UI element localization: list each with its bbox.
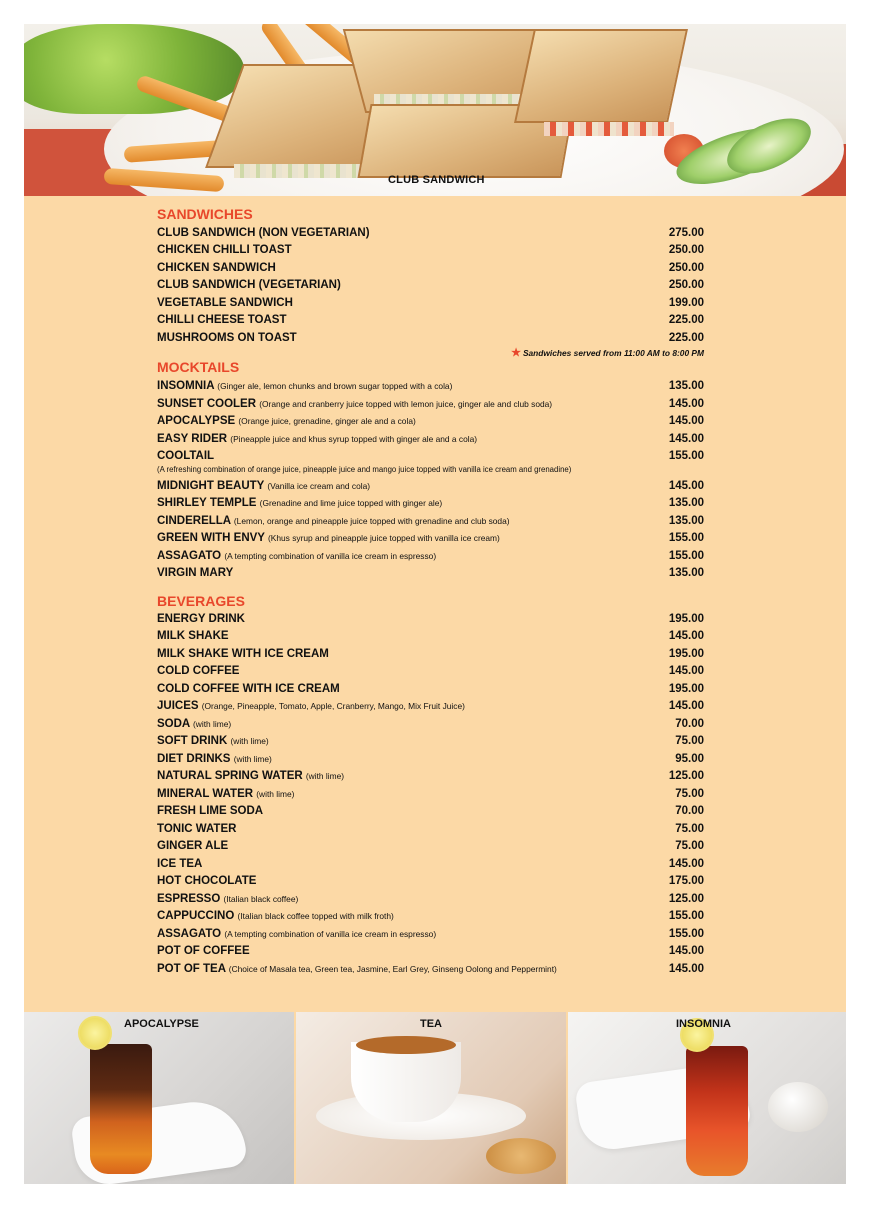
menu-item: TONIC WATER 75.00 (157, 823, 704, 835)
menu-item: CLUB SANDWICH (VEGETARIAN) 250.00 (157, 279, 704, 291)
menu-item: FRESH LIME SODA 70.00 (157, 805, 704, 817)
menu-item: SHIRLEY TEMPLE (Grenadine and lime juice topped with ginger ale) 135.00 (157, 497, 704, 509)
apocalypse-photo (24, 1012, 294, 1184)
menu-item: DIET DRINKS (with lime) 95.00 (157, 753, 704, 765)
menu-item: COLD COFFEE WITH ICE CREAM 195.00 (157, 683, 704, 695)
menu-item: CAPPUCCINO (Italian black coffee topped with milk froth) 155.00 (157, 910, 704, 922)
menu-item: MILK SHAKE WITH ICE CREAM 195.00 (157, 648, 704, 660)
menu-item: HOT CHOCOLATE 175.00 (157, 875, 704, 887)
menu-item: NATURAL SPRING WATER (with lime) 125.00 (157, 770, 704, 782)
menu-item: MIDNIGHT BEAUTY (Vanilla ice cream and cola) 145.00 (157, 480, 704, 492)
menu-item: INSOMNIA (Ginger ale, lemon chunks and brown sugar topped with a cola) 135.00 (157, 380, 704, 392)
section-title-sandwiches: SANDWICHES (157, 206, 253, 222)
drink-glass (686, 1046, 748, 1176)
menu-item: SODA (with lime) 70.00 (157, 718, 704, 730)
menu-item: POT OF TEA (Choice of Masala tea, Green tea, Jasmine, Earl Grey, Ginseng Oolong and Peppermint) 145.00 (157, 963, 704, 975)
menu-item: COLD COFFEE 145.00 (157, 665, 704, 677)
menu-item: CHILLI CHEESE TOAST 225.00 (157, 314, 704, 326)
sandwich-filling (544, 122, 674, 136)
menu-item: ASSAGATO (A tempting combination of vanilla ice cream in espresso) 155.00 (157, 928, 704, 940)
menu-item: VIRGIN MARY 135.00 (157, 567, 704, 579)
menu-item: ASSAGATO (A tempting combination of vanilla ice cream in espresso) 155.00 (157, 550, 704, 562)
lemon-slice (78, 1016, 112, 1050)
menu-item: JUICES (Orange, Pineapple, Tomato, Apple, Cranberry, Mango, Mix Fruit Juice) 145.00 (157, 700, 704, 712)
menu-item: CINDERELLA (Lemon, orange and pineapple juice topped with grenadine and club soda) 135.00 (157, 515, 704, 527)
menu-item: MUSHROOMS ON TOAST 225.00 (157, 332, 704, 344)
menu-item: SUNSET COOLER (Orange and cranberry juice topped with lemon juice, ginger ale and club soda) 145.00 (157, 398, 704, 410)
menu-item: SOFT DRINK (with lime) 75.00 (157, 735, 704, 747)
cookie (486, 1138, 556, 1174)
sandwich-triangle (514, 29, 688, 123)
photo-label: APOCALYPSE (124, 1018, 199, 1030)
tea-liquid (356, 1036, 456, 1054)
section-title-mocktails: MOCKTAILS (157, 359, 240, 375)
menu-item: CHICKEN SANDWICH 250.00 (157, 262, 704, 274)
drinks-photo-strip (24, 1012, 846, 1184)
menu-item: MINERAL WATER (with lime) 75.00 (157, 788, 704, 800)
tea-photo (296, 1012, 566, 1184)
menu-item: ENERGY DRINK 195.00 (157, 613, 704, 625)
menu-item: MILK SHAKE 145.00 (157, 630, 704, 642)
menu-item: ICE TEA 145.00 (157, 858, 704, 870)
club-sandwich-photo (24, 24, 846, 196)
menu-item: ESPRESSO (Italian black coffee) 125.00 (157, 893, 704, 905)
menu-item: VEGETABLE SANDWICH 199.00 (157, 297, 704, 309)
menu-item: CLUB SANDWICH (NON VEGETARIAN) 275.00 (157, 227, 704, 239)
menu-page (24, 24, 846, 1184)
photo-label: TEA (420, 1018, 442, 1030)
menu-item: COOLTAIL 155.00 (157, 450, 704, 462)
sandwich-hours-note: ★ Sandwiches served from 11:00 AM to 8:00 PM (511, 347, 704, 359)
menu-item: CHICKEN CHILLI TOAST 250.00 (157, 244, 704, 256)
menu-item: GINGER ALE 75.00 (157, 840, 704, 852)
section-title-beverages: BEVERAGES (157, 593, 245, 609)
menu-item: APOCALYPSE (Orange juice, grenadine, ginger ale and a cola) 145.00 (157, 415, 704, 427)
tea-cup (351, 1042, 461, 1122)
menu-item: POT OF COFFEE 145.00 (157, 945, 704, 957)
insomnia-photo (568, 1012, 846, 1184)
ceramic-pot (768, 1082, 828, 1132)
drink-glass (90, 1044, 152, 1174)
star-icon: ★ (511, 347, 521, 359)
photo-label: INSOMNIA (676, 1018, 731, 1030)
photo-caption: CLUB SANDWICH (388, 174, 485, 186)
menu-item: GREEN WITH ENVY (Khus syrup and pineapple juice topped with vanilla ice cream) 155.00 (157, 532, 704, 544)
cooltail-description: (A refreshing combination of orange juice, pineapple juice and mango juice topped with vanilla ice cream and grenadine) (157, 465, 572, 474)
menu-item: EASY RIDER (Pineapple juice and khus syrup topped with ginger ale and a cola) 145.00 (157, 433, 704, 445)
